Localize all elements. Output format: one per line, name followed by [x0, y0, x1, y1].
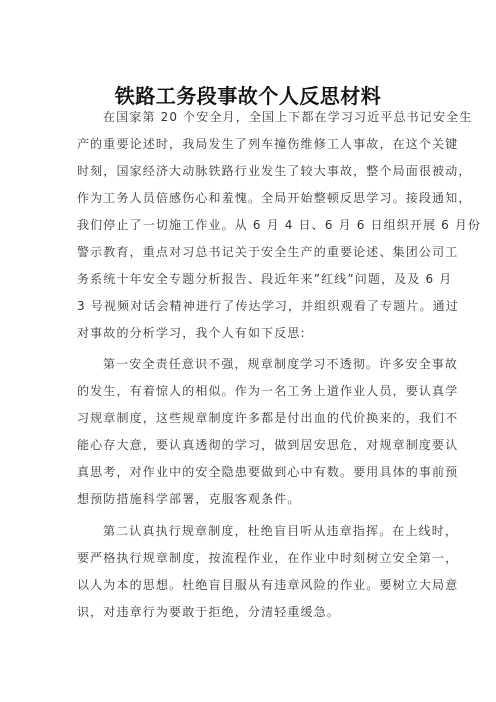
text-line: 真思考，对作业中的安全隐患要做到心中有数。要用具体的事前预	[77, 465, 459, 479]
text-line: 第二认真执行规章制度，杜绝盲目听从违章指挥。在上线时，	[103, 524, 459, 538]
text-line: 作为工务人员倍感伤心和羞愧。全局开始整顿反思学习。接段通知，	[77, 191, 472, 205]
text-line: 在国家第 20 个安全月，全国上下都在学习习近平总书记安全生	[103, 110, 473, 124]
text-line: 产的重要论述时，我局发生了列车撞伤维修工人事故，在这个关键	[77, 137, 459, 151]
text-line: 第一安全责任意识不强，规章制度学习不透彻。许多安全事故	[103, 357, 459, 371]
text-line: 务系统十年安全专题分析报告、段近年来”红线”问题，及及 6 月	[77, 272, 453, 286]
text-line: 要严格执行规章制度，按流程作业，在作业中时刻树立安全第一，	[77, 551, 459, 565]
text-line: 3 号视频对话会精神进行了传达学习，并组织观看了专题片。通过	[77, 299, 459, 313]
text-line: 的发生，有着惊人的相似。作为一名工务上道作业人员，要认真学	[77, 384, 459, 398]
text-line: 警示教育，重点对习总书记关于安全生产的重要论述、集团公司工	[77, 245, 459, 259]
text-line: 我们停止了一切施工作业。从 6 月 4 日、6 月 6 日组织开展 6 月份	[77, 218, 482, 232]
document-title: 铁路工务段事故个人反思材料	[114, 84, 382, 108]
text-line: 以人为本的思想。杜绝盲目服从有违章风险的作业。要树立大局意	[77, 578, 459, 592]
text-line: 想预防措施科学部署，克服客观条件。	[77, 492, 301, 506]
text-line: 时刻，国家经济大动脉铁路行业发生了较大事故，整个局面很被动，	[77, 164, 472, 178]
text-line: 习规章制度，这些规章制度许多都是付出血的代价换来的，我们不	[77, 411, 459, 425]
text-line: 对事故的分析学习，我个人有如下反思:	[77, 326, 306, 340]
text-line: 识，对违章行为要敢于拒绝，分清轻重缓急。	[77, 605, 341, 619]
text-line: 能心存大意，要认真透彻的学习，做到居安思危，对规章制度要认	[77, 438, 459, 452]
